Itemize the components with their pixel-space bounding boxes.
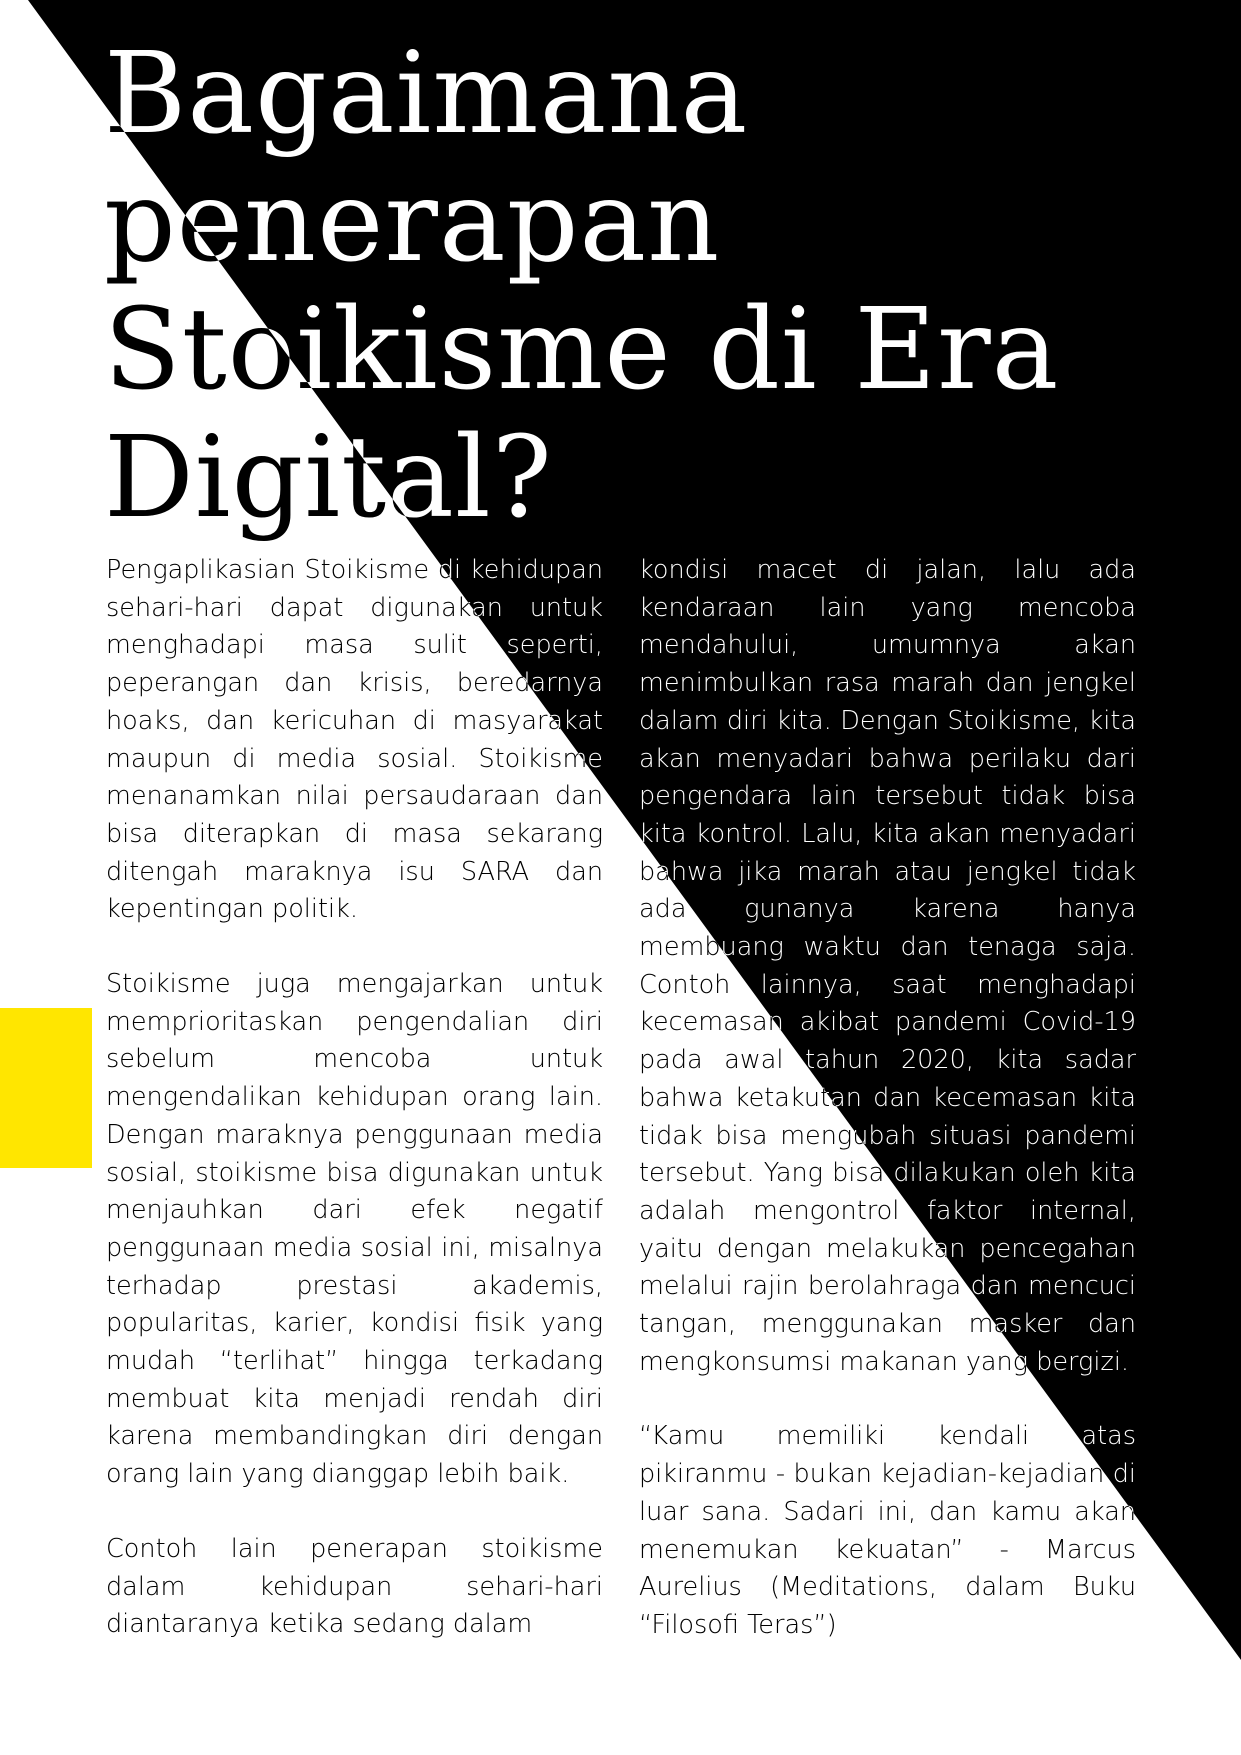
page-title: Bagaimana penerapan Stoikisme di Era Digital? bbox=[104, 29, 1060, 543]
left-paragraph-2: Stoikisme juga mengajarkan untuk memprioritaskan pengendalian diri sebelum mencoba untuk mengendalikan kehidupan orang lain. Dengan maraknya penggunaan media sosial, stoikisme bisa digunakan untuk menjauhkan dari efek negatif penggunaan media sosial ini, misalnya terhadap prestasi akademis, popularitas, karier, kondisi fisik yang mudah “terlihat” hingga terkadang membuat kita menjadi rendah diri karena membandingkan diri dengan orang lain yang dianggap lebih baik. bbox=[106, 969, 603, 1490]
left-paragraph-1: Pengaplikasian Stoikisme di kehidupan sehari-hari dapat digunakan untuk menghadapi masa sulit seperti, peperangan dan krisis, beredarnya hoaks, dan kericuhan di masyarakat maupun di media sosial. Stoikisme menanamkan nilai persaudaraan dan bisa diterapkan di masa sekarang ditengah maraknya isu SARA dan kepentingan politik. bbox=[106, 555, 603, 925]
marcus-aurelius-quote: “Kamu memiliki kendali atas pikiranmu - bukan kejadian-kejadian di luar sana. Sadari ini, dan kamu akan menemukan kekuatan” - Marcus Aurelius (Meditations, dalam Buku “Filosofi Teras”) bbox=[639, 1421, 1136, 1640]
left-paragraph-3: Contoh lain penerapan stoikisme dalam kehidupan sehari-hari diantaranya ketika sedang dalam bbox=[106, 1533, 603, 1640]
article-column-left bbox=[106, 552, 603, 1681]
article-column-right bbox=[639, 552, 1136, 1682]
yellow-accent-block bbox=[0, 1008, 92, 1168]
right-paragraph-1: kondisi macet di jalan, lalu ada kendaraan lain yang mencoba mendahului, umumnya akan menimbulkan rasa marah dan jengkel dalam diri kita. Dengan Stoikisme, kita akan menyadari bahwa perilaku dari pengendara lain tersebut tidak bisa kita kontrol. Lalu, kita akan menyadari bahwa jika marah atau jengkel tidak ada gunanya karena hanya membuang waktu dan tenaga saja. Contoh lainnya, saat menghadapi kecemasan akibat pandemi Covid-19 pada awal tahun 2020, kita sadar bahwa ketakutan dan kecemasan kita tidak bisa mengubah situasi pandemi tersebut. Yang bisa dilakukan oleh kita adalah mengontrol faktor internal, yaitu dengan melakukan pencegahan melalui rajin berolahraga dan mencuci tangan, menggunakan masker dan mengkonsumsi makanan yang bergizi. bbox=[639, 555, 1136, 1377]
